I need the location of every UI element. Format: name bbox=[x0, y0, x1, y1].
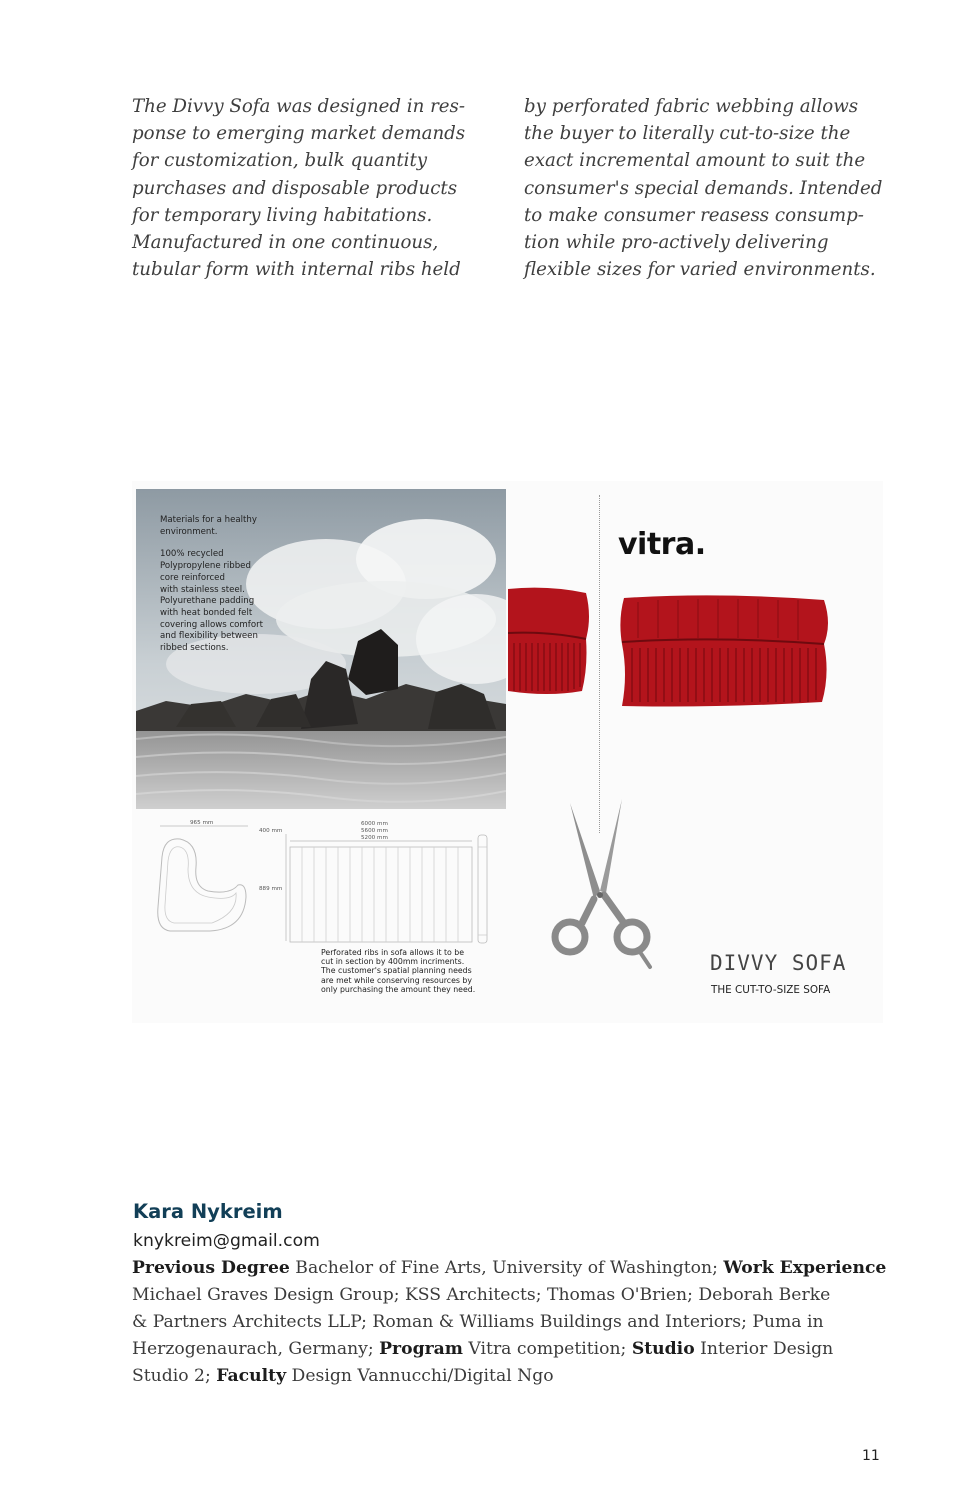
materials-caption bbox=[160, 515, 320, 655]
bio-line bbox=[132, 1255, 892, 1282]
bio-line bbox=[132, 1363, 892, 1390]
zen-garden-photo bbox=[136, 489, 506, 809]
materials-line: with stainless steel. bbox=[160, 584, 245, 595]
intro-line: ponse to emerging market demands bbox=[132, 123, 466, 145]
intro-line: Manufactured in one continuous, bbox=[132, 232, 439, 254]
perforation-line: only purchasing the amount they need. bbox=[321, 984, 476, 994]
length-dimension: 5200 mm bbox=[361, 835, 388, 841]
bio-line: Michael Graves Design Group; KSS Architects; Thomas O'Brien; Deborah Berke bbox=[132, 1285, 831, 1305]
materials-line: with heat bonded felt bbox=[160, 607, 253, 618]
perforation-line: cut in section by 400mm incriments. bbox=[321, 957, 465, 967]
vitra-logo: vitra. bbox=[618, 527, 706, 562]
cut-line-divider bbox=[599, 495, 600, 833]
sofa-section-right bbox=[618, 594, 830, 708]
perforation-note bbox=[321, 948, 511, 994]
designer-name: Kara Nykreim bbox=[133, 1200, 283, 1223]
designer-email: knykreim@gmail.com bbox=[133, 1231, 320, 1251]
intro-line: by perforated fabric webbing allows bbox=[524, 96, 859, 117]
bio-line: & Partners Architects LLP; Roman & Williams Buildings and Interiors; Puma in bbox=[132, 1312, 824, 1332]
intro-line: for temporary living habitations. bbox=[132, 204, 433, 226]
work-experience-end: Herzogenaurach, Germany; bbox=[132, 1339, 380, 1359]
product-title: DIVVY SOFA bbox=[710, 951, 847, 975]
materials-line: core reinforced bbox=[160, 572, 225, 583]
previous-degree: Bachelor of Fine Arts, University of Washington; bbox=[289, 1258, 724, 1278]
perforation-line: The customer's spatial planning needs bbox=[321, 966, 472, 976]
materials-line: Polyurethane padding bbox=[160, 596, 255, 607]
studio: Interior Design bbox=[694, 1339, 834, 1359]
intro-line: consumer's special demands. Intended bbox=[524, 177, 883, 199]
dimension-drawings bbox=[150, 817, 520, 947]
width-dimension: 965 mm bbox=[190, 820, 214, 826]
intro-line: purchases and disposable products bbox=[132, 177, 458, 199]
materials-heading-line: Materials for a healthy bbox=[160, 515, 257, 525]
studio-continued: Studio 2; bbox=[132, 1366, 217, 1386]
previous-degree-label: Previous Degree bbox=[132, 1258, 290, 1278]
program-label: Program bbox=[379, 1339, 463, 1359]
materials-line: ribbed sections. bbox=[160, 643, 229, 654]
intro-line: tubular form with internal ribs held bbox=[132, 259, 461, 281]
intro-line: the buyer to literally cut-to-size the bbox=[524, 123, 851, 145]
project-board bbox=[132, 481, 883, 1023]
faculty-label: Faculty bbox=[216, 1366, 287, 1386]
intro-line: flexible sizes for varied environments. bbox=[524, 259, 876, 281]
sofa-section-left bbox=[508, 587, 590, 697]
materials-line: Polypropylene ribbed bbox=[160, 561, 251, 572]
materials-line: 100% recycled bbox=[160, 549, 224, 560]
plan-view-drawing bbox=[290, 847, 472, 942]
section-view-drawing bbox=[478, 835, 487, 943]
designer-bio bbox=[132, 1255, 892, 1390]
side-profile-drawing bbox=[158, 839, 246, 931]
program: Vitra competition; bbox=[462, 1339, 632, 1359]
intro-line: to make consumer reasess consump- bbox=[524, 204, 864, 226]
materials-line: and flexibility between bbox=[160, 631, 258, 642]
seat-height-dimension: 400 mm bbox=[259, 828, 283, 834]
length-dimension: 6000 mm bbox=[361, 821, 388, 827]
intro-column-left bbox=[132, 93, 487, 283]
length-dimension: 5600 mm bbox=[361, 828, 388, 834]
product-subtitle: THE CUT-TO-SIZE SOFA bbox=[711, 984, 831, 996]
materials-heading-line: environment. bbox=[160, 526, 218, 537]
intro-line: for customization, bulk quantity bbox=[132, 150, 428, 172]
perforation-line: are met while conserving resources by bbox=[321, 975, 472, 985]
materials-line: covering allows comfort bbox=[160, 619, 263, 630]
intro-line: The Divvy Sofa was designed in res- bbox=[132, 96, 466, 117]
studio-label: Studio bbox=[631, 1339, 695, 1359]
bio-line bbox=[132, 1336, 892, 1363]
work-experience-label: Work Experience bbox=[723, 1258, 887, 1278]
perforation-line: Perforated ribs in sofa allows it to be bbox=[321, 948, 465, 957]
faculty: Design Vannucchi/Digital Ngo bbox=[286, 1366, 554, 1386]
intro-column-right bbox=[524, 93, 883, 283]
intro-line: tion while pro-actively delivering bbox=[524, 232, 829, 254]
intro-line: exact incremental amount to suit the bbox=[524, 150, 866, 172]
scissors-icon bbox=[542, 799, 658, 971]
depth-dimension: 889 mm bbox=[259, 886, 283, 892]
page-number: 11 bbox=[862, 1448, 880, 1464]
